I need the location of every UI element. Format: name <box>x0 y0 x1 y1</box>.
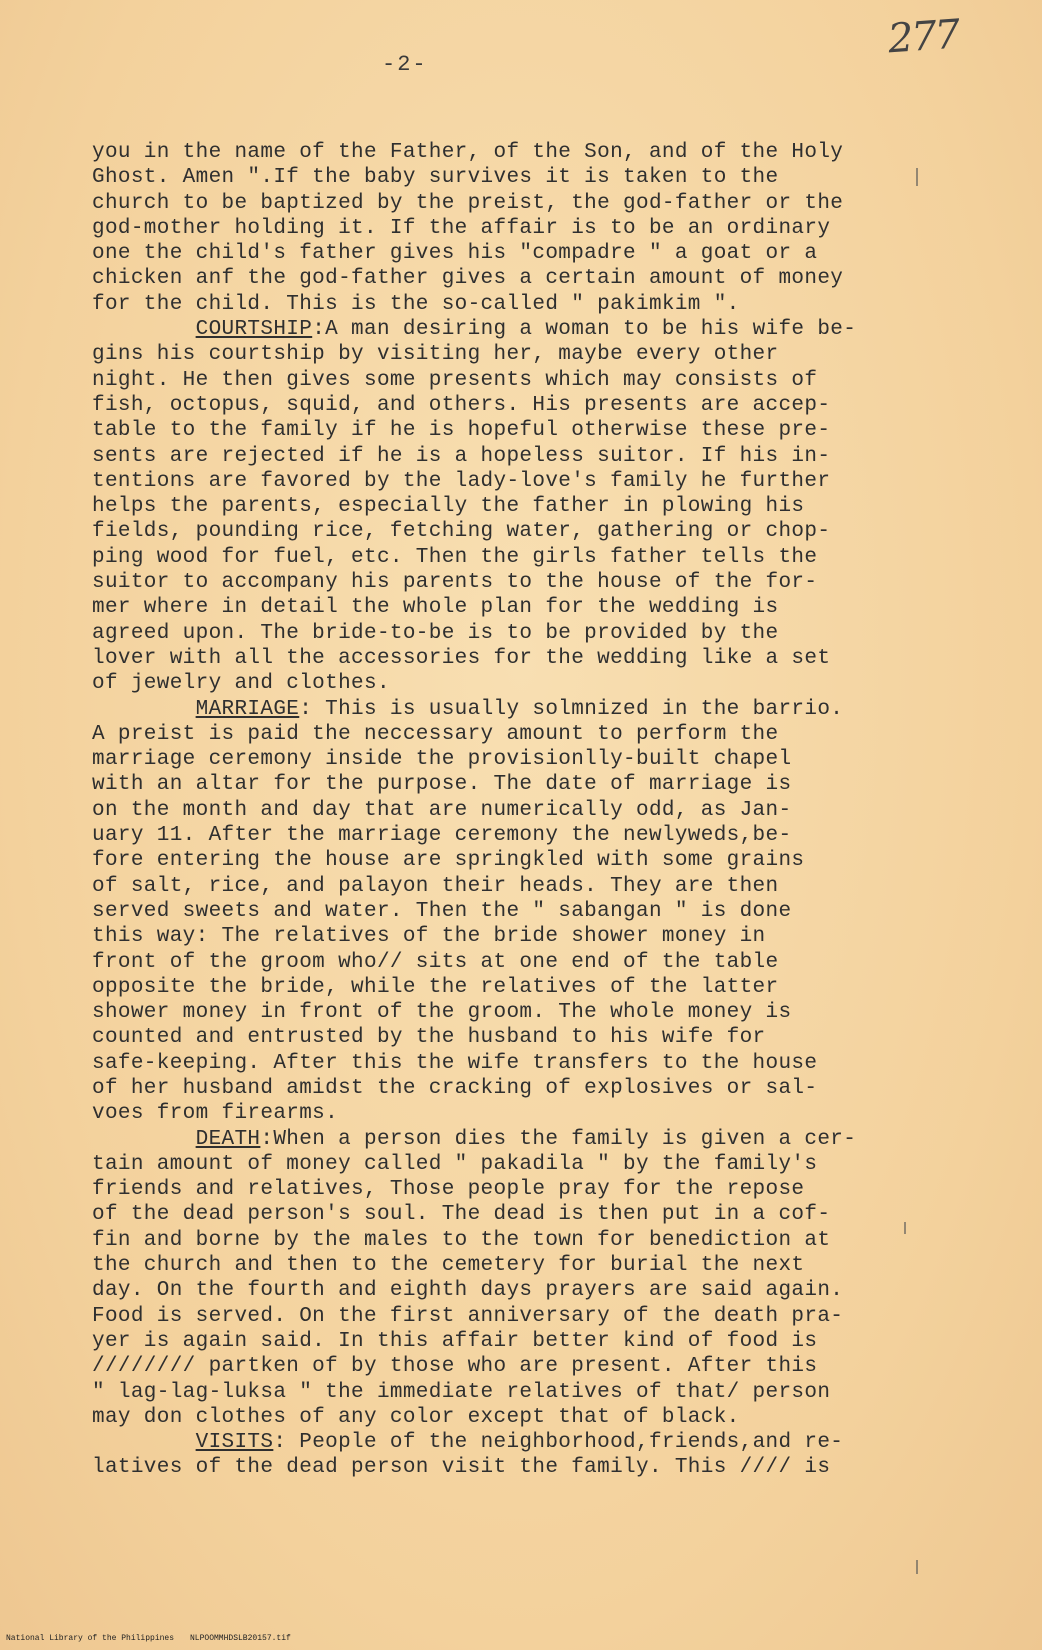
text-line: " lag-lag-luksa " the immediate relatives of that/ person <box>92 1380 831 1404</box>
text-line: A preist is paid the neccessary amount to perform the <box>92 722 779 746</box>
text-line: shower money in front of the groom. The whole money is <box>92 1001 792 1025</box>
text-line: friends and relatives, Those people pray for the repose <box>92 1178 805 1202</box>
text-line: on the month and day that are numerically odd, as Jan- <box>92 798 792 822</box>
text-line: MARRIAGE: This is usually solmnized in the barrio. <box>195 697 844 721</box>
page-number: -2- <box>382 52 428 77</box>
text-line: table to the family if he is hopeful otherwise these pre- <box>92 419 831 443</box>
text-line: this way: The relatives of the bride shower money in <box>92 925 766 949</box>
library-credit: National Library of the Philippines <box>6 1634 175 1643</box>
text-line: marriage ceremony inside the provisionlly-built chapel <box>92 748 792 772</box>
text-line: night. He then gives some presents which may consists of <box>92 368 818 392</box>
text-line: the church and then to the cemetery for burial the next <box>92 1254 805 1278</box>
text-line: church to be baptized by the preist, the god-father or the <box>92 191 844 215</box>
text-line: ping wood for fuel, etc. Then the girls father tells the <box>92 545 818 569</box>
text-line: agreed upon. The bride-to-be is to be provided by the <box>92 621 779 645</box>
text-line: lover with all the accessories for the wedding like a set <box>92 646 831 670</box>
text-line: fore entering the house are springkled with some grains <box>92 849 805 873</box>
text-line: uary 11. After the marriage ceremony the newlyweds,be- <box>92 824 792 848</box>
text-line: fields, pounding rice, fetching water, gathering or chop- <box>92 520 831 544</box>
text-line: //////// partken of by those who are present. After this <box>92 1355 818 1379</box>
text-line: of the dead person's soul. The dead is then put in a cof- <box>92 1203 831 1227</box>
text-line: COURTSHIP:A man desiring a woman to be his wife be- <box>195 318 857 342</box>
text-line: mer where in detail the whole plan for the wedding is <box>92 596 779 620</box>
text-line: voes from firearms. <box>92 1102 339 1126</box>
text-line: Ghost. Amen ".If the baby survives it is taken to the <box>92 166 779 190</box>
text-line: of her husband amidst the cracking of explosives or sal- <box>92 1076 818 1100</box>
text-line: gins his courtship by visiting her, maybe every other <box>92 343 779 367</box>
text-line: opposite the bride, while the relatives of the latter <box>92 975 779 999</box>
text-line: yer is again said. In this affair better kind of food is <box>92 1329 818 1353</box>
text-line: DEATH:When a person dies the family is given a cer- <box>195 1127 857 1151</box>
page-stamp: 277 <box>886 11 960 63</box>
text-line: VISITS: People of the neighborhood,friends,and re- <box>195 1431 844 1455</box>
text-line: served sweets and water. Then the " sabangan " is done <box>92 899 792 923</box>
text-line: of salt, rice, and palayon their heads. They are then <box>92 874 779 898</box>
text-line: counted and entrusted by the husband to his wife for <box>92 1026 766 1050</box>
text-line: safe-keeping. After this the wife transfers to the house <box>92 1051 818 1075</box>
margin-mark <box>916 1560 918 1574</box>
section-heading: MARRIAGE <box>195 697 300 721</box>
body-text <box>92 140 992 1481</box>
section-heading: DEATH <box>195 1127 261 1151</box>
text-line: tentions are favored by the lady-love's family he further <box>92 469 831 493</box>
text-line: fin and borne by the males to the town for benediction at <box>92 1228 831 1252</box>
text-line: may don clothes of any color except that of black. <box>92 1405 740 1429</box>
text-line: front of the groom who// sits at one end of the table <box>92 950 779 974</box>
section-heading: COURTSHIP <box>195 318 313 342</box>
text-line: Food is served. On the first anniversary of the death pra- <box>92 1304 844 1328</box>
section-heading: VISITS <box>195 1431 274 1455</box>
file-name: NLPOOMMHDSLB20157.tif <box>190 1634 291 1643</box>
text-line: fish, octopus, squid, and others. His presents are accep- <box>92 393 831 417</box>
text-line: latives of the dead person visit the family. This //// is <box>92 1456 831 1480</box>
text-line: one the child's father gives his "compadre " a goat or a <box>92 242 818 266</box>
text-line: for the child. This is the so-called " pakimkim ". <box>92 292 740 316</box>
text-line: chicken anf the god-father gives a certain amount of money <box>92 267 844 291</box>
text-line: suitor to accompany his parents to the house of the for- <box>92 571 818 595</box>
text-line: you in the name of the Father, of the Son, and of the Holy <box>92 141 844 164</box>
text-line: god-mother holding it. If the affair is to be an ordinary <box>92 216 831 240</box>
text-line: with an altar for the purpose. The date of marriage is <box>92 773 792 797</box>
text-line: helps the parents, especially the father in plowing his <box>92 495 805 519</box>
text-line: of jewelry and clothes. <box>92 672 390 696</box>
text-line: sents are rejected if he is a hopeless suitor. If his in- <box>92 444 831 468</box>
text-line: day. On the fourth and eighth days prayers are said again. <box>92 1279 844 1303</box>
text-line: tain amount of money called " pakadila " by the family's <box>92 1152 818 1176</box>
